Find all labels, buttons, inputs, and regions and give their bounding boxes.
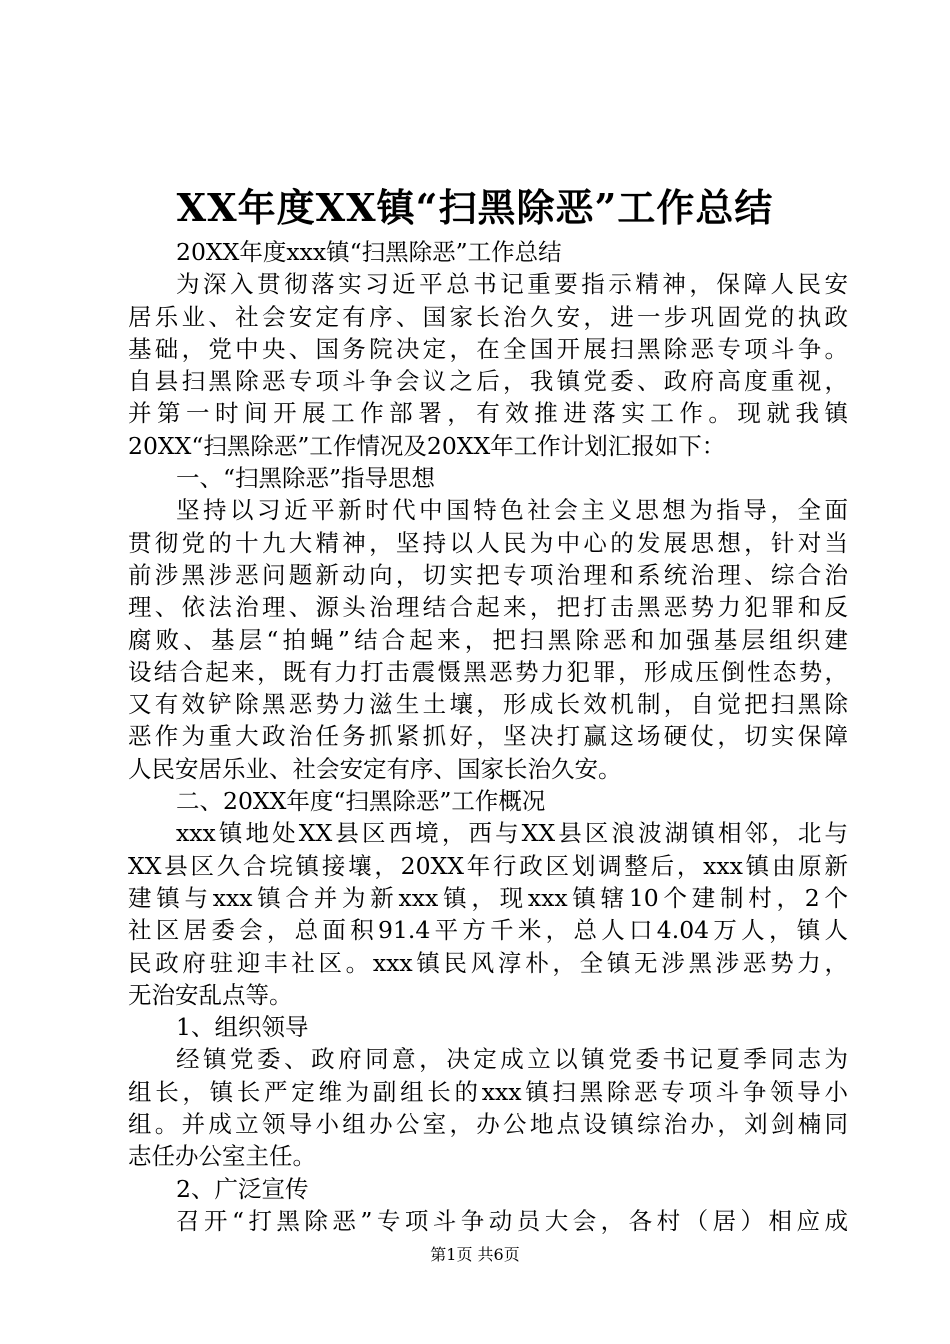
text-line: 自县扫黑除恶专项斗争会议之后，我镇党委、政府高度重视， bbox=[128, 367, 848, 396]
text-line: 无治安乱点等。 bbox=[128, 980, 293, 1009]
text-line: 2、广泛宣传 bbox=[176, 1174, 309, 1203]
text-line: 经镇党委、政府同意，决定成立以镇党委书记夏季同志为 bbox=[176, 1045, 848, 1074]
text-line: 又有效铲除黑恶势力滋生土壤，形成长效机制，自觉把扫黑除 bbox=[128, 690, 848, 719]
text-line: 为深入贯彻落实习近平总书记重要指示精神，保障人民安 bbox=[176, 270, 848, 299]
text-line: XX县区久合垸镇接壤，20XX年行政区划调整后，xxx镇由原新 bbox=[128, 851, 848, 880]
text-line: 理、依法治理、源头治理结合起来，把打击黑恶势力犯罪和反 bbox=[128, 593, 848, 622]
text-line: 志任办公室主任。 bbox=[128, 1142, 316, 1171]
text-line: 组长，镇长严定维为副组长的xxx镇扫黑除恶专项斗争领导小 bbox=[128, 1077, 848, 1106]
text-line: 组。并成立领导小组办公室，办公地点设镇综治办，刘剑楠同 bbox=[128, 1110, 848, 1139]
text-line: 20XX“扫黑除恶”工作情况及20XX年工作计划汇报如下： bbox=[128, 431, 726, 460]
text-line: 腐败、基层“拍蝇”结合起来，把扫黑除恶和加强基层组织建 bbox=[128, 625, 848, 654]
text-line: 一、“扫黑除恶”指导思想 bbox=[176, 464, 436, 493]
text-line: 并第一时间开展工作部署，有效推进落实工作。现就我镇 bbox=[128, 399, 848, 428]
text-line: 坚持以习近平新时代中国特色社会主义思想为指导，全面 bbox=[176, 496, 848, 525]
page-footer: 第1页 共6页 bbox=[430, 1245, 520, 1264]
document-body bbox=[128, 236, 848, 1237]
text-line: 居乐业、社会安定有序、国家长治久安，进一步巩固党的执政 bbox=[128, 302, 848, 331]
text-line: 民政府驻迎丰社区。xxx镇民风淳朴，全镇无涉黑涉恶势力， bbox=[128, 948, 848, 977]
document-title: XX年度XX镇“扫黑除恶”工作总结 bbox=[176, 185, 774, 230]
text-line: 人民安居乐业、社会安定有序、国家长治久安。 bbox=[128, 754, 622, 783]
text-line: 1、组织领导 bbox=[176, 1013, 309, 1042]
text-line: 社区居委会，总面积91.4平方千米，总人口4.04万人，镇人 bbox=[128, 916, 848, 945]
text-line: 召开“打黑除恶”专项斗争动员大会，各村（居）相应成 bbox=[176, 1206, 848, 1235]
text-line: 二、20XX年度“扫黑除恶”工作概况 bbox=[176, 787, 546, 816]
text-line: 设结合起来，既有力打击震慑黑恶势力犯罪，形成压倒性态势， bbox=[128, 657, 848, 686]
text-line: 建镇与xxx镇合并为新xxx镇，现xxx镇辖10个建制村，2个 bbox=[128, 883, 848, 912]
text-line: xxx镇地处XX县区西境，西与XX县区浪波湖镇相邻，北与 bbox=[176, 819, 848, 848]
text-line: 前涉黑涉恶问题新动向，切实把专项治理和系统治理、综合治 bbox=[128, 560, 848, 589]
text-line: 20XX年度xxx镇“扫黑除恶”工作总结 bbox=[176, 238, 562, 266]
text-line: 贯彻党的十九大精神，坚持以人民为中心的发展思想，针对当 bbox=[128, 528, 848, 557]
text-line: 基础，党中央、国务院决定，在全国开展扫黑除恶专项斗争。 bbox=[128, 334, 848, 363]
text-line: 恶作为重大政治任务抓紧抓好，坚决打赢这场硬仗，切实保障 bbox=[128, 722, 848, 751]
